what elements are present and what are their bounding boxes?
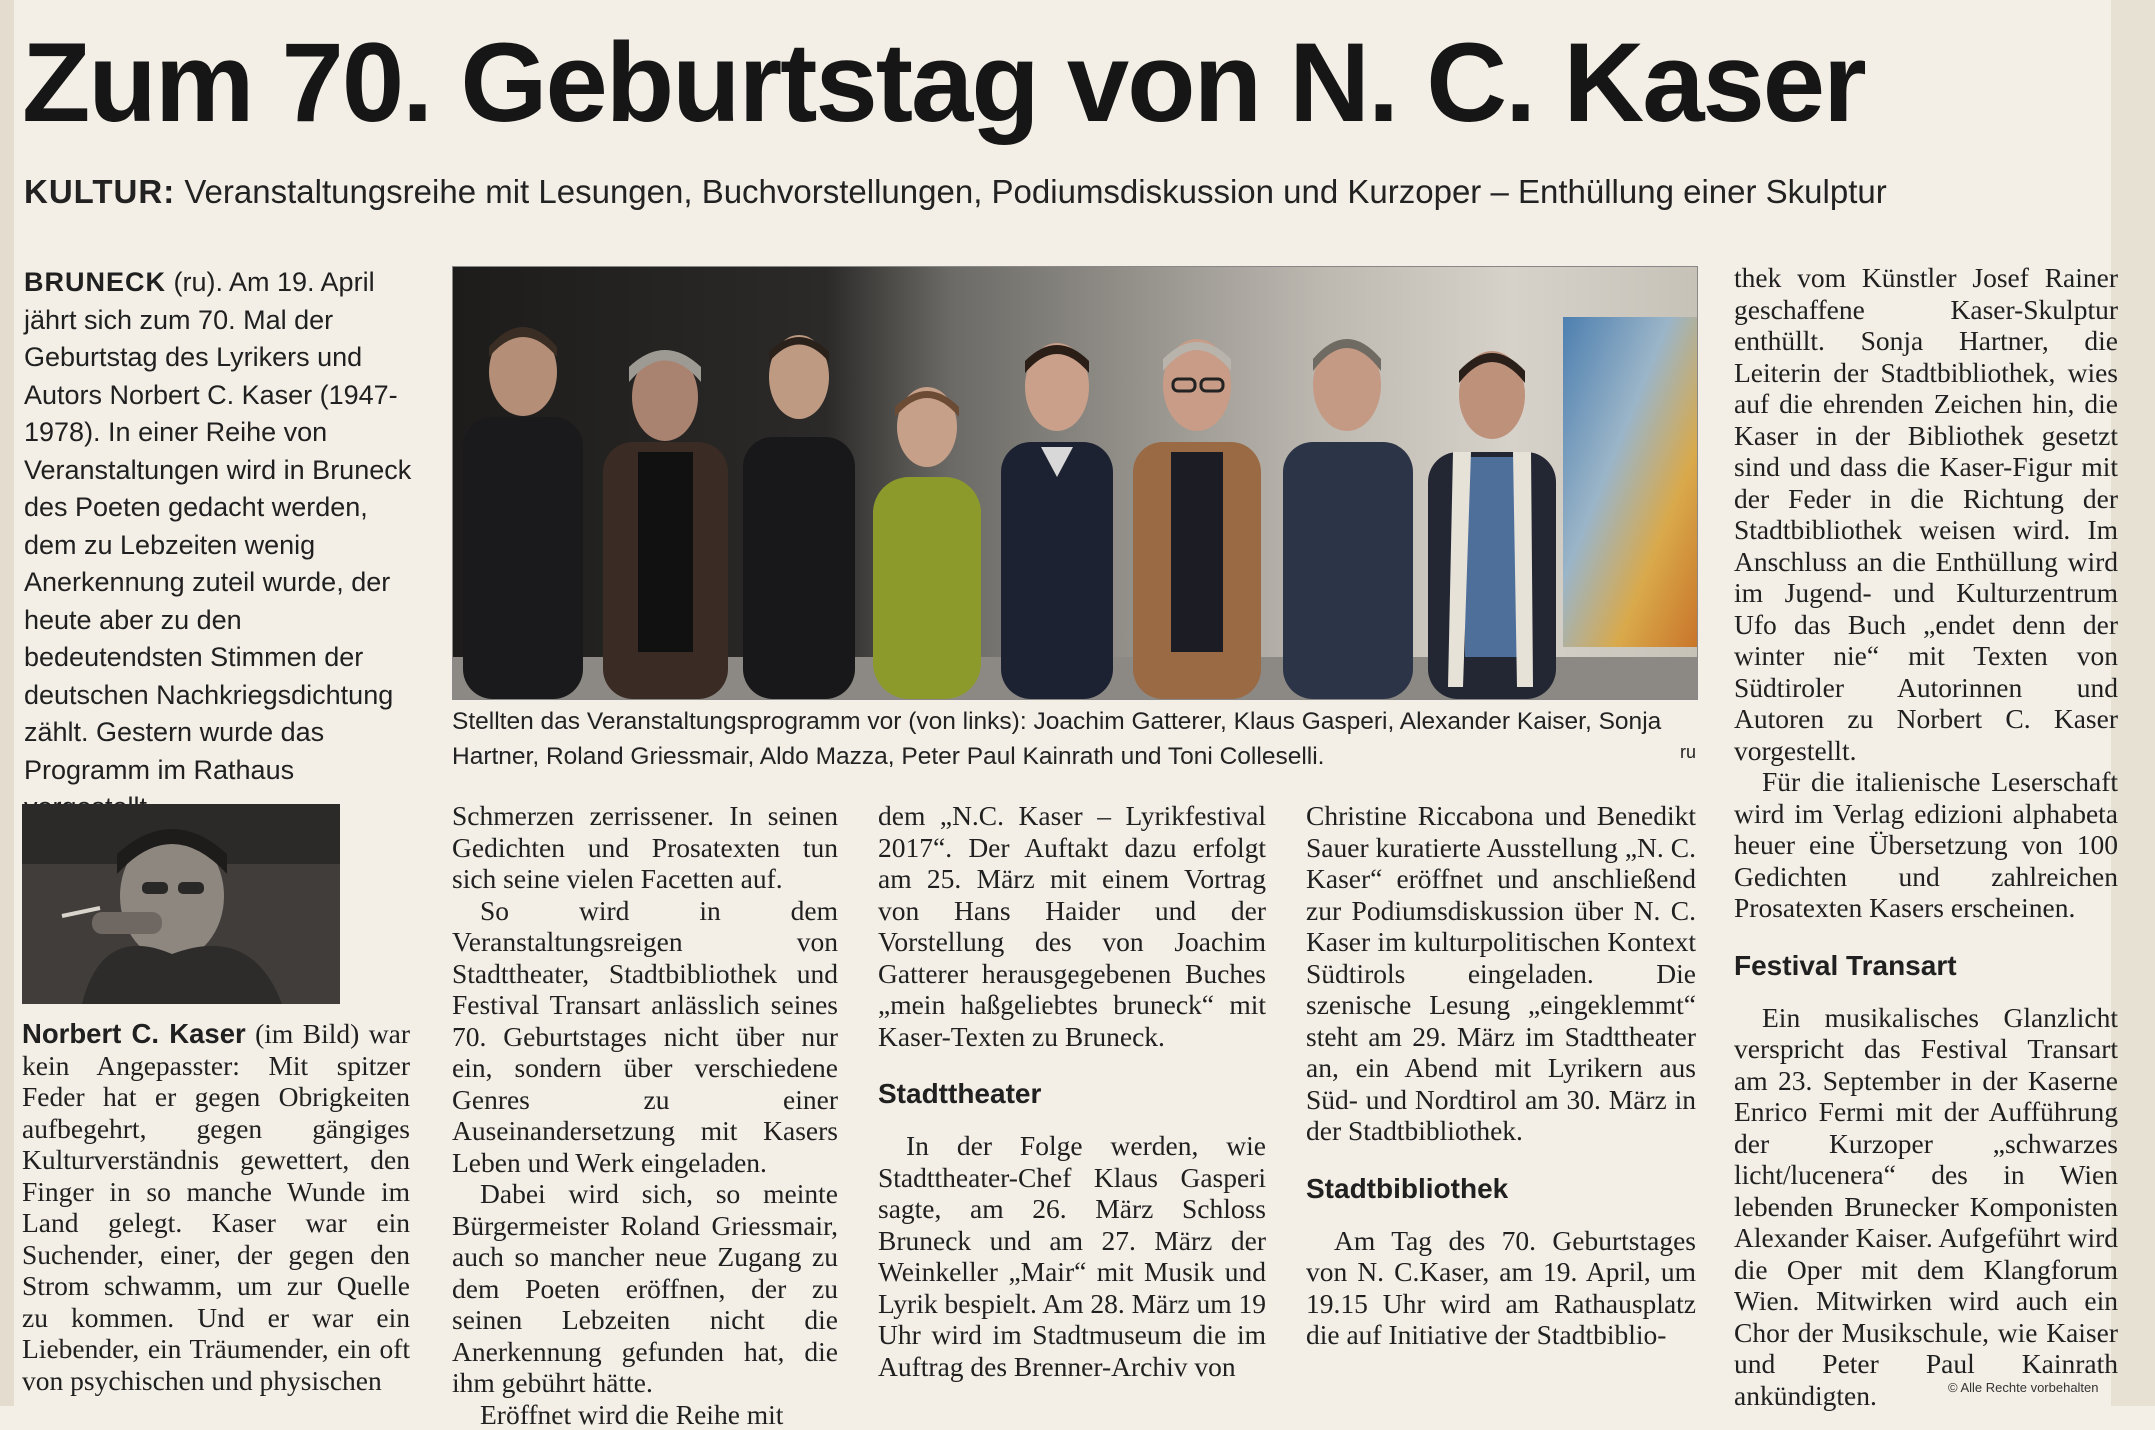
paragraph: Schmerzen zerrissener. In seinen Gedichten und Prosatexten tun sich seine vielen Facetten auf.	[452, 800, 838, 895]
portrait-text: (im Bild) war kein Angepasster: Mit spitzer Feder hat er gegen Obrigkeiten aufbegehrt, gegen gängiges Kulturverständnis gewettert, den Finger in so manche Wunde im Land gelegt. Kaser war ein Suchender, einer, der gegen den Strom schwamm, um zur Quelle zu kommen. Und er war ein Liebender, ein Träumender, ein oft von psychischen und physischen	[22, 1018, 410, 1396]
kicker	[24, 170, 2124, 214]
kicker-text: Veranstaltungsreihe mit Lesungen, Buchvorstellungen, Podiumsdiskussion und Kurzoper – Enthüllung einer Skulptur	[184, 173, 1886, 210]
group-photo	[452, 266, 1698, 700]
portrait-name: Norbert C. Kaser	[22, 1018, 246, 1049]
photo-caption	[452, 704, 1696, 774]
paragraph: Ein musikalisches Glanzlicht verspricht das Festival Transart am 23. September in der Kaserne Enrico Fermi mit der Aufführung der Kurzoper „schwarzes licht/lucenera“ des in Wien lebenden Brunecker Komponisten Alexander Kaiser. Aufgeführt wird die Oper mit dem Klangforum Wien. Mitwirken wird auch ein Chor der Musikschule, wie Kaiser und Peter Paul Kainrath ankündigten.	[1734, 1002, 2118, 1412]
portrait-photo	[22, 804, 340, 1004]
article-column-4	[1306, 800, 1696, 1351]
paragraph: Am Tag des 70. Geburtstages von N. C.Kaser, am 19. April, um 19.15 Uhr wird am Rathausplatz die auf Initiative der Stadtbiblio-	[1306, 1225, 1696, 1351]
caption-text: Stellten das Veranstaltungsprogramm vor (von links): Joachim Gatterer, Klaus Gasperi, Alexander Kaiser, Sonja Hartner, Roland Griessmair, Aldo Mazza, Peter Paul Kainrath und Toni Colleselli.	[452, 708, 1661, 770]
lead-column	[24, 264, 414, 827]
kicker-label: KULTUR:	[24, 173, 175, 210]
portrait-text-column	[22, 1018, 410, 1396]
caption-credit: ru	[1680, 735, 1696, 770]
lead-text: (ru). Am 19. April jährt sich zum 70. Mal der Geburtstag des Lyrikers und Autors Norbert C. Kaser (1947-1978). In einer Reihe von Veranstaltungen wird in Bruneck des Poeten gedacht werden, dem zu Lebzeiten wenig Anerkennung zuteil wurde, der heute aber zu den bedeutendsten Stimmen der deutschen Nachkriegsdichtung zählt. Gestern wurde das Programm im Rathaus	[24, 267, 411, 822]
paragraph: Christine Riccabona und Benedikt Sauer kuratierte Ausstellung „N. C. Kaser“ eröffnet und anschließend zur Podiumsdiskussion über N. C. Kaser im kulturpolitischen Kontext Südtirols eingeladen. Die szenische Lesung „eingeklemmt“ steht am 29. März im Stadttheater an, ein Abend mit Lyrikern aus Süd- und Nordtirol am 30. März in der Stadtbibliothek.	[1306, 800, 1696, 1147]
article-column-3	[878, 800, 1266, 1382]
page-edge-left	[0, 0, 14, 1406]
paragraph: In der Folge werden, wie Stadttheater-Chef Klaus Gasperi sagte, am 26. März Schloss Bruneck und am 27. März der Weinkeller „Mair“ mit Musik und Lyrik bespielt. Am 28. März um 19 Uhr wird im Stadtmuseum die im Auftrag des Brenner-Archiv von	[878, 1130, 1266, 1382]
paragraph: Dabei wird sich, so meinte Bürgermeister Roland Griessmair, auch so mancher neue Zugang zu dem Poeten eröffnen, der zu seinen Lebzeiten nicht die Anerkennung gefunden hat, die ihm gebührt hätte.	[452, 1178, 838, 1399]
subheading-stadttheater: Stadttheater	[878, 1074, 1266, 1114]
subheading-festival-transart: Festival Transart	[1734, 946, 2118, 986]
paragraph: Eröffnet wird die Reihe mit	[452, 1399, 838, 1430]
dateline: BRUNECK	[24, 267, 166, 297]
headline: Zum 70. Geburtstag von N. C. Kaser	[22, 18, 2122, 148]
paragraph: thek vom Künstler Josef Rainer geschaffene Kaser-Skulptur enthüllt. Sonja Hartner, die Leiterin der Stadtbibliothek, wies auf die ehrenden Zeichen hin, die Kaser in der Bibliothek gesetzt sind und dass die Kaser-Figur mit der Feder in die Richtung der Stadtbibliothek weisen wird. Im Anschluss an die Enthüllung wird im Jugend- und Kulturzentrum Ufo das Buch „endet denn der winter nie“ mit Texten von Südtiroler Autorinnen und Autoren zu Norbert C. Kaser vorgestellt.	[1734, 262, 2118, 766]
copyright-notice: © Alle Rechte vorbehalten	[1948, 1380, 2099, 1395]
paragraph: Für die italienische Leserschaft wird im Verlag edizioni alphabeta heuer eine Übersetzung von 100 Gedichten und zahlreichen Prosatexten Kasers erscheinen.	[1734, 766, 2118, 924]
paragraph: dem „N.C. Kaser – Lyrikfestival 2017“. Der Auftakt dazu erfolgt am 25. März mit einem Vortrag von Hans Haider und der Vorstellung des von Joachim Gatterer herausgegebenen Buches „mein haßgeliebtes bruneck“ mit Kaser-Texten zu Bruneck.	[878, 800, 1266, 1052]
article-column-5	[1734, 262, 2118, 1411]
subheading-stadtbibliothek: Stadtbibliothek	[1306, 1169, 1696, 1209]
article-column-2	[452, 800, 838, 1430]
paragraph: So wird in dem Veranstaltungsreigen von Stadttheater, Stadtbibliothek und Festival Transart anlässlich seines 70. Geburtstages nicht über nur ein, sondern über verschiedene Genres zu einer Auseinandersetzung mit Kasers Leben und Werk eingeladen.	[452, 895, 838, 1179]
